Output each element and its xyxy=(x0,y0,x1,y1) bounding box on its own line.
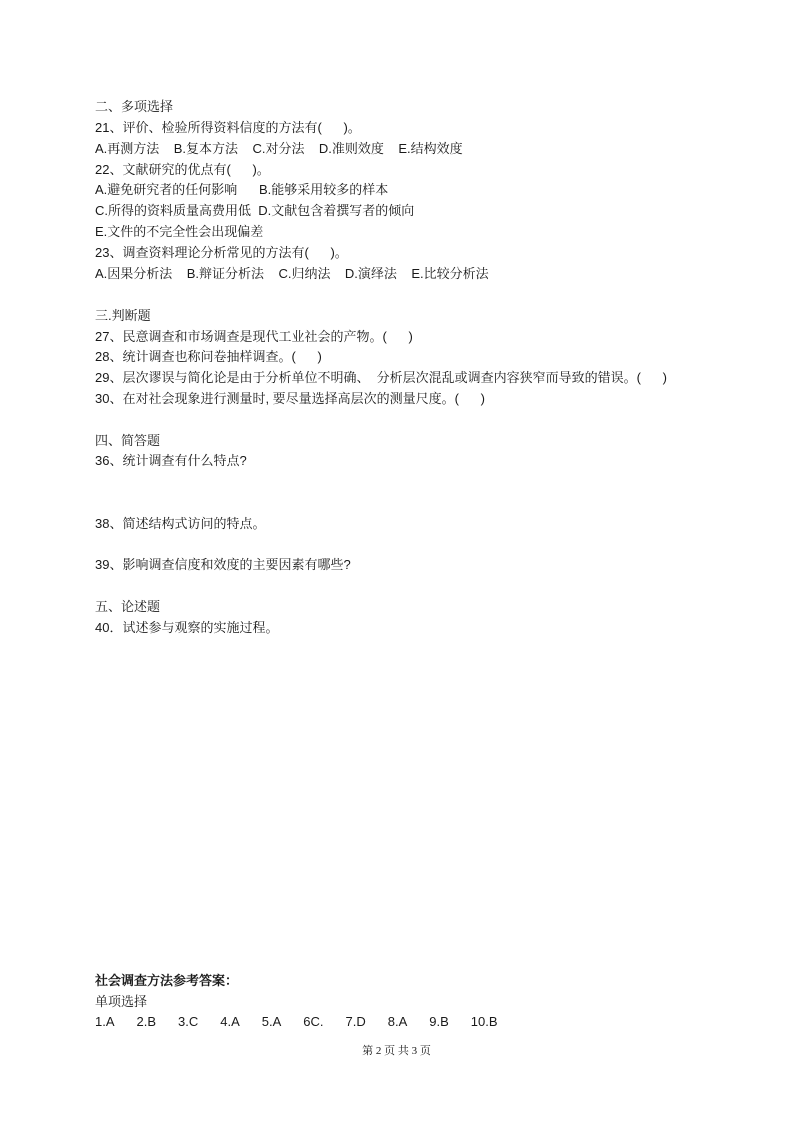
question-22: 22、文献研究的优点有( )。 xyxy=(95,162,270,177)
section-4-heading: 四、简答题 xyxy=(95,433,161,448)
section-3-heading: 三.判断题 xyxy=(95,308,151,323)
answers-title: 社会调查方法参考答案： xyxy=(95,973,239,988)
answer-item: 9.B xyxy=(429,1014,449,1029)
question-39: 39、影响调查信度和效度的主要因素有哪些? xyxy=(95,557,351,572)
answer-item: 6C. xyxy=(303,1014,324,1029)
question-23: 23、调查资料理论分析常见的方法有( )。 xyxy=(95,245,348,260)
question-38: 38、简述结构式访问的特点。 xyxy=(95,516,266,531)
question-28: 28、统计调查也称问卷抽样调查。( ) xyxy=(95,349,322,364)
question-22-options-1: A.避免研究者的任何影响 B.能够采用较多的样本 xyxy=(95,182,389,197)
answer-item: 4.A xyxy=(220,1014,240,1029)
answers-subtitle: 单项选择 xyxy=(95,994,148,1009)
answer-item: 1.A xyxy=(95,1014,115,1029)
section-2-heading: 二、多项选择 xyxy=(95,99,174,114)
answer-item: 8.A xyxy=(387,1014,408,1029)
question-21-options: A.再测方法 B.复本方法 C.对分法 D.准则效度 E.结构效度 xyxy=(95,141,463,156)
question-21: 21、评价、检验所得资料信度的方法有( )。 xyxy=(95,120,361,135)
answers-row xyxy=(95,1013,520,1031)
question-27: 27、民意调查和市场调查是现代工业社会的产物。( ) xyxy=(95,329,413,344)
question-36: 36、统计调查有什么特点? xyxy=(95,453,247,468)
question-30: 30、在对社会现象进行测量时, 要尽量选择高层次的测量尺度。( ) xyxy=(95,391,486,406)
answer-item: 10.B xyxy=(470,1014,498,1029)
answer-item: 5.A xyxy=(261,1014,282,1029)
section-5-heading: 五、论述题 xyxy=(95,599,161,614)
page-footer: 第 2 页 共 3 页 xyxy=(362,1045,431,1057)
question-29: 29、层次谬误与简化论是由于分析单位不明确、 分析层次混乱或调查内容狭窄而导致的错误。( ) xyxy=(95,370,668,385)
answer-item: 3.C xyxy=(178,1014,199,1029)
question-40: 40．试述参与观察的实施过程。 xyxy=(95,620,279,635)
answer-item: 2.B xyxy=(136,1014,157,1029)
question-22-options-3: E.文件的不完全性会出现偏差 xyxy=(95,224,264,239)
answer-item: 7.D xyxy=(345,1014,366,1029)
question-23-options: A.因果分析法 B.辩证分析法 C.归纳法 D.演绎法 E.比较分析法 xyxy=(95,266,489,281)
question-22-options-2: C.所得的资料质量高费用低 D.文献包含着撰写者的倾向 xyxy=(95,203,415,218)
